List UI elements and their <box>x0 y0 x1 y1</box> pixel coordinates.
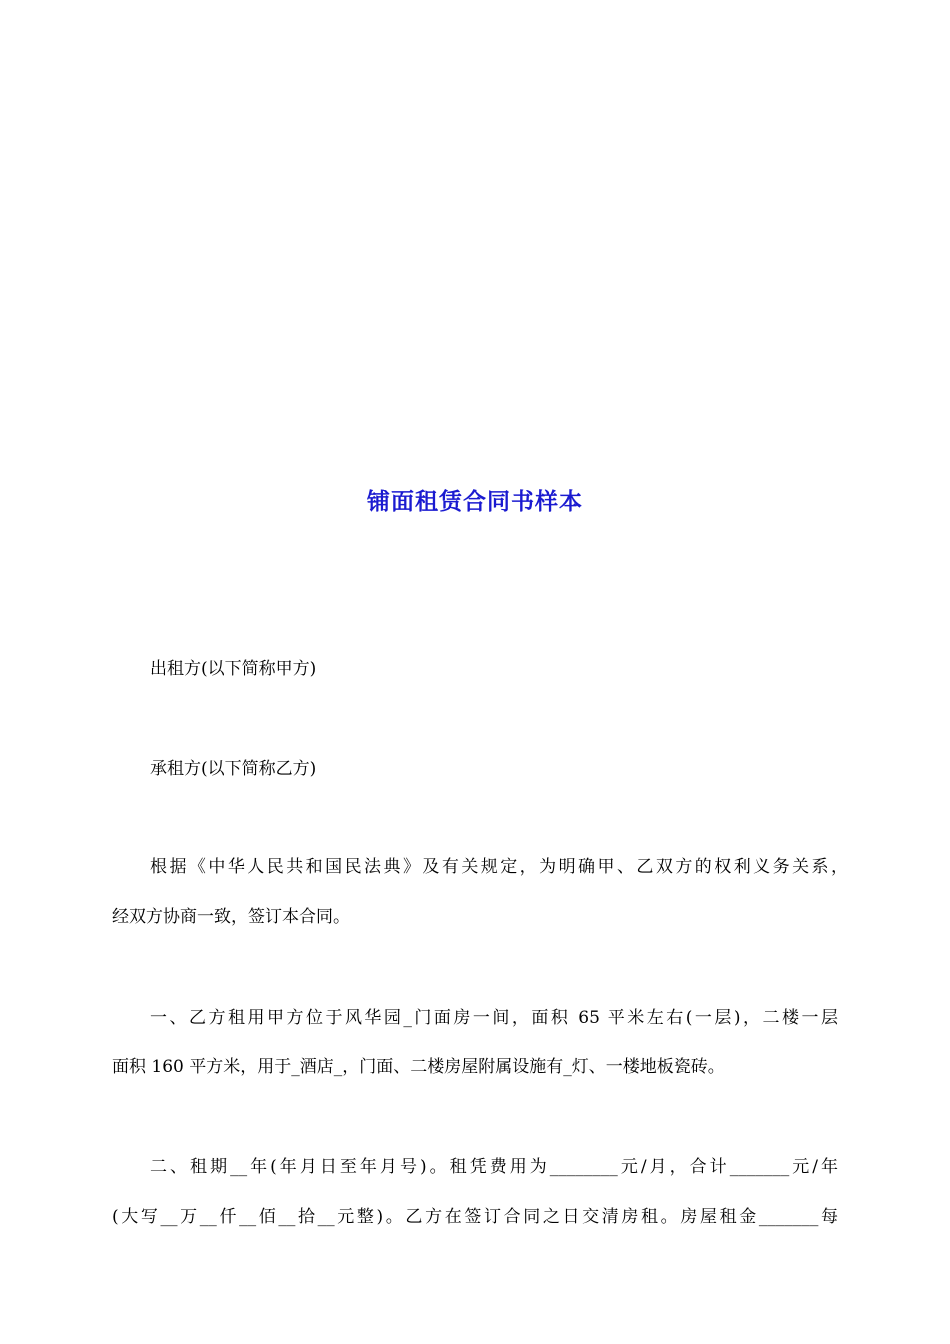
preamble-line-1: 根据《中华人民共和国民法典》及有关规定，为明确甲、乙双方的权利义务关系， <box>150 857 848 877</box>
clause-2-line-1: 二、租期__年(年月日至年月号)。租凭费用为________元/月，合计_______元/年 <box>150 1157 838 1177</box>
preamble-line-2: 经双方协商一致，签订本合同。 <box>112 907 350 927</box>
document-title: 铺面租赁合同书样本 <box>367 489 583 515</box>
clause-1-line-1: 一、乙方租用甲方位于风华园_门面房一间，面积 65 平米左右(一层)，二楼一层 <box>150 1008 838 1028</box>
clause-1-line-2: 面积 160 平方米，用于_酒店_，门面、二楼房屋附属设施有_灯、一楼地板瓷砖。 <box>112 1057 725 1077</box>
lessor-line: 出租方(以下简称甲方) <box>150 659 317 679</box>
clause-2-line-2: (大写__万__仟__佰__拾__元整)。乙方在签订合同之日交清房租。房屋租金_______每 <box>112 1207 838 1227</box>
lessee-line: 承租方(以下简称乙方) <box>150 759 317 779</box>
